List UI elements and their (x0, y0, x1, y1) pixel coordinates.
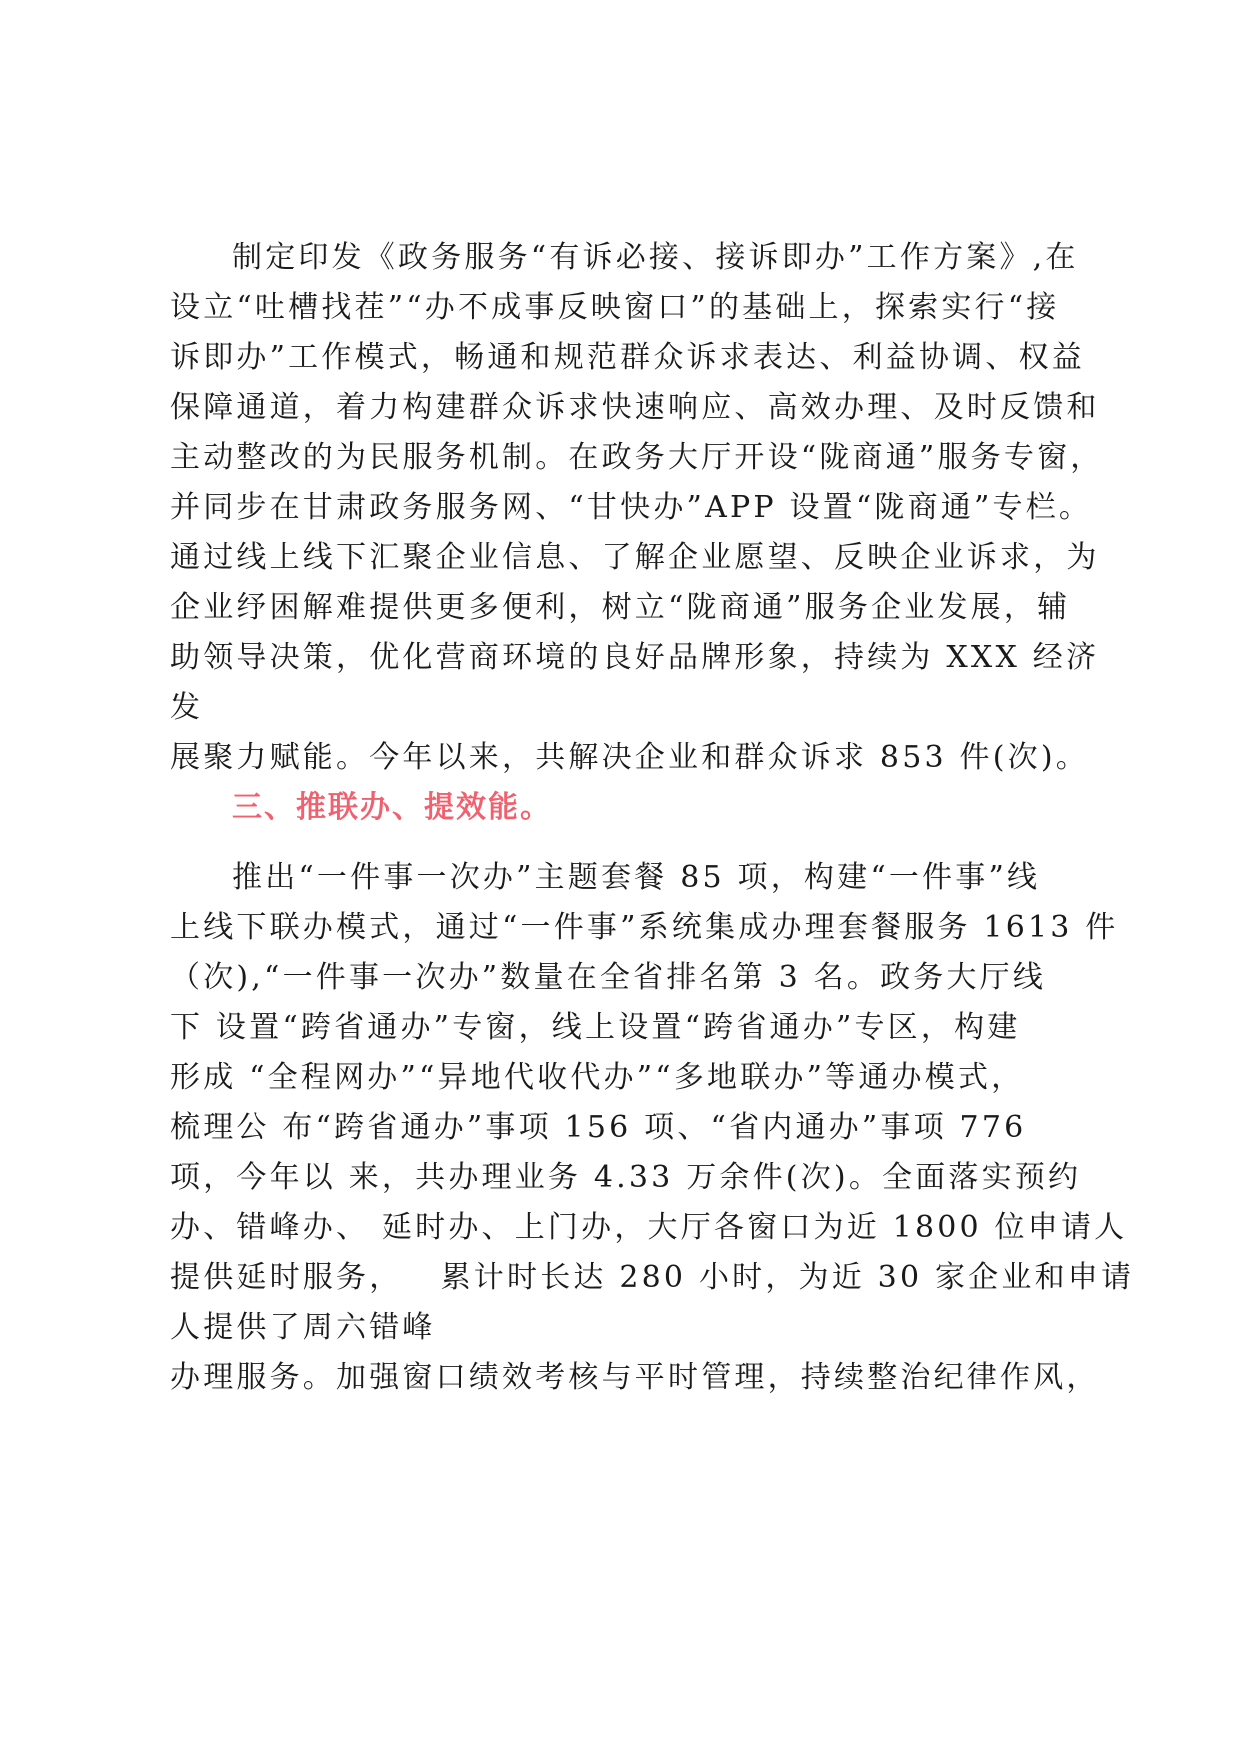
paragraph-1-line-10: 发 (170, 690, 204, 725)
paragraph-1-line-9: 助领导决策，优化营商环境的良好品牌形象，持续为 XXX 经济 (170, 640, 1100, 675)
paragraph-1-line-2: 设立“吐槽找茬”“办不成事反映窗口”的基础上，探索实行“接 (170, 290, 1060, 325)
paragraph-1-line-1: 制定印发《政务服务“有诉必接、接诉即办”工作方案》,在 (232, 240, 1079, 275)
paragraph-2-line-11: 办理服务。加强窗口绩效考核与平时管理，持续整治纪律作风， (170, 1360, 1100, 1395)
paragraph-2-line-8: 办、错峰办、 延时办、上门办，大厅各窗口为近 1800 位申请人 (170, 1210, 1128, 1245)
paragraph-1-line-4: 保障通道，着力构建群众诉求快速响应、高效办理、及时反馈和 (170, 390, 1100, 425)
paragraph-2-line-3: （次),“一件事一次办”数量在全省排名第 3 名。政务大厅线 (170, 960, 1047, 995)
paragraph-1-line-7: 通过线上线下汇聚企业信息、了解企业愿望、反映企业诉求，为 (170, 540, 1100, 575)
paragraph-2-line-1: 推出“一件事一次办”主题套餐 85 项，构建“一件事”线 (232, 860, 1041, 895)
paragraph-2-line-9: 提供延时服务， 累计时长达 280 小时，为近 30 家企业和申请 (170, 1260, 1135, 1295)
section-heading: 三、推联办、提效能。 (232, 790, 552, 825)
paragraph-1-line-5: 主动整改的为民服务机制。在政务大厅开设“陇商通”服务专窗， (170, 440, 1104, 475)
paragraph-1-line-11: 展聚力赋能。今年以来，共解决企业和群众诉求 853 件(次)。 (170, 740, 1089, 775)
paragraph-2-line-4: 下 设置“跨省通办”专窗，线上设置“跨省通办”专区，构建 (170, 1010, 1021, 1045)
paragraph-2-line-6: 梳理公 布“跨省通办”事项 156 项、“省内通办”事项 776 (170, 1110, 1027, 1145)
paragraph-2-line-7: 项，今年以 来，共办理业务 4.33 万余件(次)。全面落实预约 (170, 1160, 1082, 1195)
paragraph-2-line-5: 形成 “全程网办”“异地代收代办”“多地联办”等通办模式， (170, 1060, 1025, 1095)
paragraph-1-line-6: 并同步在甘肃政务服务网、“甘快办”APP 设置“陇商通”专栏。 (170, 490, 1093, 525)
paragraph-2-line-10: 人提供了周六错峰 (170, 1310, 436, 1345)
paragraph-1-line-3: 诉即办”工作模式，畅通和规范群众诉求表达、利益协调、权益 (170, 340, 1085, 375)
paragraph-2-line-2: 上线下联办模式，通过“一件事”系统集成办理套餐服务 1613 件 (170, 910, 1119, 945)
paragraph-1-line-8: 企业纾困解难提供更多便利，树立“陇商通”服务企业发展，辅 (170, 590, 1071, 625)
